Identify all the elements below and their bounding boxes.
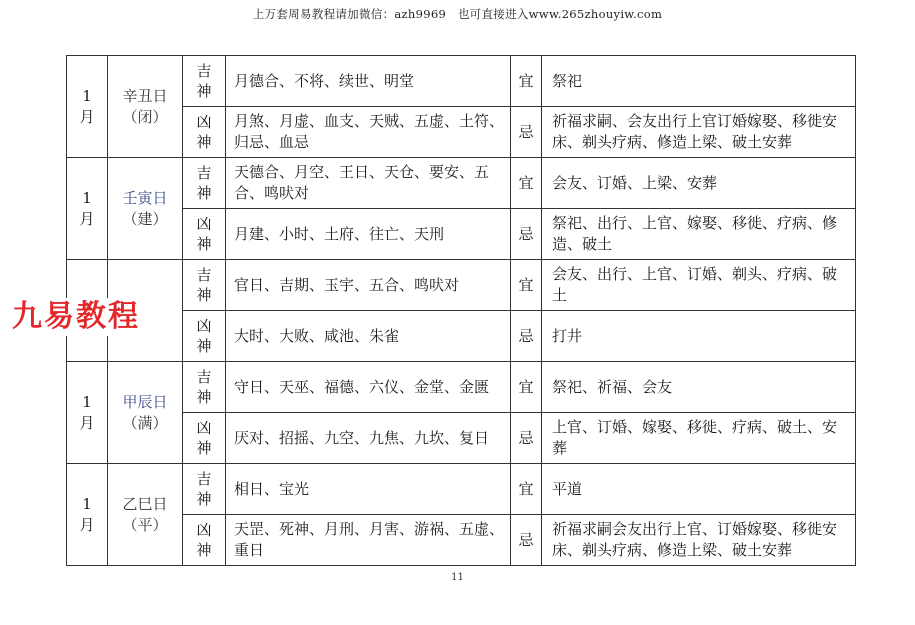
day-status: （建） (122, 209, 168, 228)
day-cell (108, 464, 183, 566)
avoid-activities: 祈福求嗣会友出行上官、订婚嫁娶、移徙安床、剃头疗病、修造上梁、破土安葬 (542, 515, 856, 566)
table-row (67, 464, 856, 515)
suitable-label: 宜 (511, 56, 542, 107)
good-gods-label: 吉 神 (183, 362, 226, 413)
bad-gods-label: 凶 神 (183, 209, 226, 260)
day-status: （满） (122, 413, 168, 432)
avoid-label: 忌 (511, 413, 542, 464)
avoid-activities: 上官、订婚、嫁娶、移徙、疗病、破土、安葬 (542, 413, 856, 464)
bad-gods-list: 大时、大败、咸池、朱雀 (226, 311, 511, 362)
bad-gods-list: 厌对、招摇、九空、九焦、九坎、复日 (226, 413, 511, 464)
suitable-label: 宜 (511, 362, 542, 413)
day-name: 壬寅日 (122, 188, 168, 207)
day-cell (108, 362, 183, 464)
watermark-text: 九易教程 (8, 298, 144, 336)
month-label: 1 月 (79, 392, 95, 432)
good-gods-list: 官日、吉期、玉宇、五合、鸣吠对 (226, 260, 511, 311)
suitable-activities: 会友、出行、上官、订婚、剃头、疗病、破土 (542, 260, 856, 311)
almanac-table (66, 55, 856, 566)
good-gods-label: 吉 神 (183, 56, 226, 107)
table-row (67, 158, 856, 209)
avoid-label: 忌 (511, 209, 542, 260)
suitable-activities: 会友、订婚、上梁、安葬 (542, 158, 856, 209)
month-cell (67, 464, 108, 566)
good-gods-list: 相日、宝光 (226, 464, 511, 515)
avoid-activities: 祭祀、出行、上官、嫁娶、移徙、疗病、修造、破土 (542, 209, 856, 260)
month-cell (67, 362, 108, 464)
table-row (67, 56, 856, 107)
page-header: 上万套周易教程请加微信：azh9969 也可直接进入www.265zhouyiw.com (252, 7, 663, 21)
month-label: 1 月 (79, 494, 95, 534)
good-gods-list: 天德合、月空、王日、天仓、要安、五合、鸣吠对 (226, 158, 511, 209)
good-gods-list: 月德合、不将、续世、明堂 (226, 56, 511, 107)
month-label: 1 月 (79, 188, 95, 228)
bad-gods-label: 凶 神 (183, 107, 226, 158)
suitable-activities: 祭祀、祈福、会友 (542, 362, 856, 413)
good-gods-label: 吉 神 (183, 158, 226, 209)
month-label: 1 月 (79, 86, 95, 126)
table-row (67, 311, 856, 362)
suitable-label: 宜 (511, 464, 542, 515)
table-row (67, 413, 856, 464)
suitable-activities: 平道 (542, 464, 856, 515)
good-gods-list: 守日、天巫、福德、六仪、金堂、金匮 (226, 362, 511, 413)
suitable-activities: 祭祀 (542, 56, 856, 107)
month-cell (67, 158, 108, 260)
bad-gods-list: 月煞、月虚、血支、天贼、五虚、土符、归忌、血忌 (226, 107, 511, 158)
good-gods-label: 吉 神 (183, 464, 226, 515)
day-name: 乙巳日 (122, 494, 168, 513)
bad-gods-label: 凶 神 (183, 515, 226, 566)
table-row (67, 107, 856, 158)
bad-gods-list: 天罡、死神、月刑、月害、游祸、五虚、重日 (226, 515, 511, 566)
avoid-label: 忌 (511, 311, 542, 362)
page-number: 11 (451, 572, 464, 583)
avoid-label: 忌 (511, 107, 542, 158)
bad-gods-label: 凶 神 (183, 311, 226, 362)
day-cell (108, 56, 183, 158)
bad-gods-label: 凶 神 (183, 413, 226, 464)
day-name: 辛丑日 (122, 86, 168, 105)
day-status: （平） (122, 515, 168, 534)
table-row (67, 260, 856, 311)
table-row (67, 362, 856, 413)
avoid-label: 忌 (511, 515, 542, 566)
table-row (67, 515, 856, 566)
avoid-activities: 打井 (542, 311, 856, 362)
table-row (67, 209, 856, 260)
day-cell (108, 158, 183, 260)
day-status: （闭） (122, 107, 168, 126)
good-gods-label: 吉 神 (183, 260, 226, 311)
avoid-activities: 祈福求嗣、会友出行上官订婚嫁娶、移徙安床、剃头疗病、修造上梁、破土安葬 (542, 107, 856, 158)
suitable-label: 宜 (511, 260, 542, 311)
suitable-label: 宜 (511, 158, 542, 209)
bad-gods-list: 月建、小时、土府、往亡、天刑 (226, 209, 511, 260)
month-cell (67, 56, 108, 158)
day-name: 甲辰日 (122, 392, 168, 411)
